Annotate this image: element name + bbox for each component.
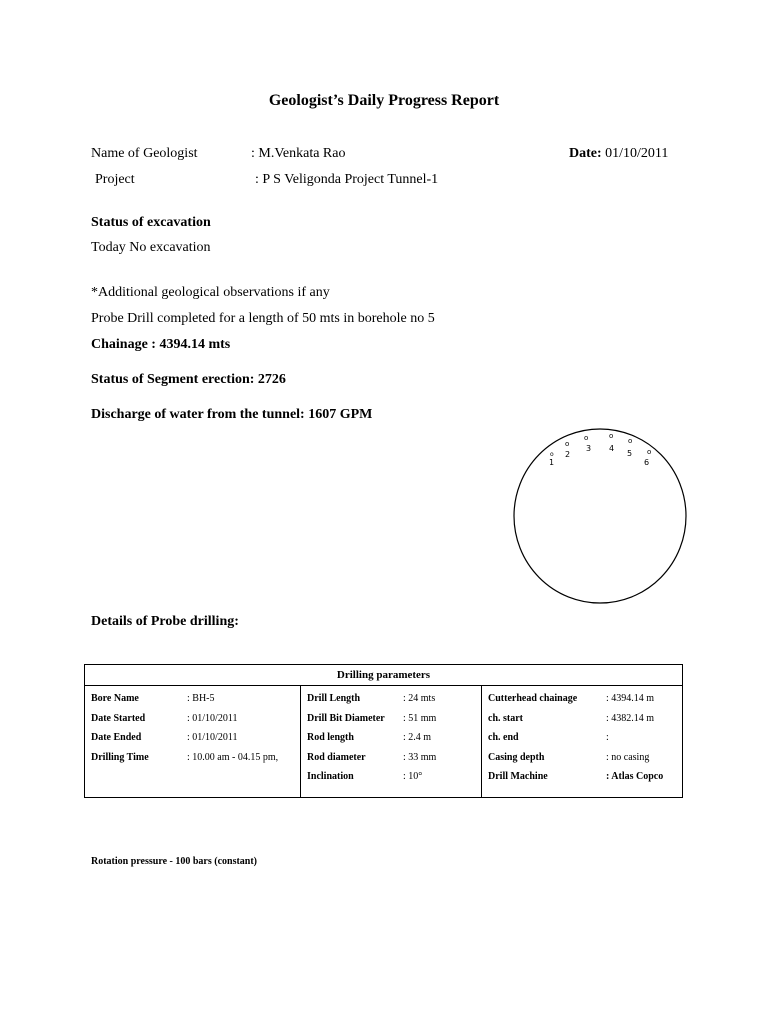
rotation-pressure-note: Rotation pressure - 100 bars (constant) (91, 856, 258, 867)
borehole-label-4: 4 (609, 444, 615, 453)
param-value: : 10.00 am - 04.15 pm, (187, 751, 279, 763)
borehole-label-5: 5 (627, 449, 633, 458)
borehole-label-3: 3 (586, 444, 592, 453)
param-value: : no casing (606, 751, 650, 763)
param-label: Drilling Time (91, 751, 149, 763)
chainage: Chainage : 4394.14 mts (91, 337, 231, 352)
param-value: : 10° (403, 771, 423, 783)
param-value: : BH-5 (187, 693, 215, 705)
table-row (307, 728, 475, 748)
param-label: ch. end (488, 732, 519, 744)
report-date (569, 146, 668, 162)
borehole-mark-6: o (647, 448, 652, 456)
geologist-value: : M.Venkata Rao (251, 146, 346, 161)
param-value: : 4382.14 m (606, 712, 655, 724)
borehole-mark-3: o (584, 434, 589, 442)
param-label: Bore Name (91, 693, 139, 705)
project-label: Project (95, 172, 135, 187)
param-label: Date Started (91, 712, 146, 724)
table-row (307, 709, 475, 729)
borehole-mark-4: o (609, 432, 614, 440)
excavation-heading: Status of excavation (91, 215, 211, 230)
table-row (91, 748, 294, 768)
table-row (91, 709, 294, 729)
table-row (488, 728, 676, 748)
param-label: Cutterhead chainage (488, 693, 578, 705)
tunnel-outline (514, 429, 686, 603)
borehole-mark-1: o (550, 451, 554, 458)
param-value: : 51 mm (403, 712, 437, 724)
param-label: Casing depth (488, 751, 545, 763)
param-label: Drill Machine (488, 771, 548, 783)
table-row (91, 689, 294, 709)
param-value: : 33 mm (403, 751, 437, 763)
table-column-bore (85, 686, 301, 798)
date-label: Date: (569, 146, 602, 161)
param-value: : 24 mts (403, 693, 436, 705)
tunnel-face-diagram (512, 427, 688, 605)
table-row (307, 748, 475, 768)
param-label: Drill Length (307, 693, 361, 705)
param-label: Inclination (307, 771, 354, 783)
table-title: Drilling parameters (85, 665, 683, 686)
table-row (488, 767, 676, 787)
param-label: Rod diameter (307, 751, 366, 763)
param-label: Date Ended (91, 732, 142, 744)
water-discharge: Discharge of water from the tunnel: 1607 GPM (91, 407, 373, 422)
param-label: ch. start (488, 712, 523, 724)
param-value: : 01/10/2011 (187, 732, 238, 744)
date-value: 01/10/2011 (605, 146, 669, 161)
table-row (91, 728, 294, 748)
table-row (488, 709, 676, 729)
table-column-chainage (482, 686, 683, 798)
borehole-mark-5: o (628, 437, 633, 445)
table-column-drill (301, 686, 482, 798)
drilling-parameters-table (84, 664, 683, 798)
param-value: : 4394.14 m (606, 693, 655, 705)
observations-text: Probe Drill completed for a length of 50 mts in borehole no 5 (91, 311, 435, 326)
excavation-text: Today No excavation (91, 240, 211, 255)
report-title: Geologist’s Daily Progress Report (268, 92, 500, 109)
segment-erection: Status of Segment erection: 2726 (91, 372, 286, 387)
param-label: Drill Bit Diameter (307, 712, 385, 724)
table-row (488, 748, 676, 768)
param-value: : 2.4 m (403, 732, 432, 744)
table-row (307, 767, 475, 787)
borehole-label-6: 6 (644, 458, 650, 467)
borehole-label-2: 2 (565, 450, 571, 459)
table-row (488, 689, 676, 709)
param-value: : 01/10/2011 (187, 712, 238, 724)
probe-drilling-heading: Details of Probe drilling: (91, 614, 239, 629)
table-row (307, 689, 475, 709)
observations-heading: *Additional geological observations if any (91, 285, 330, 300)
param-value: : (606, 732, 609, 744)
project-value: : P S Veligonda Project Tunnel-1 (255, 172, 439, 187)
borehole-label-1: 1 (549, 458, 555, 467)
borehole-mark-2: o (565, 440, 570, 448)
geologist-label: Name of Geologist (91, 146, 198, 161)
param-label: Rod length (307, 732, 354, 744)
param-value: : Atlas Copco (606, 771, 664, 783)
